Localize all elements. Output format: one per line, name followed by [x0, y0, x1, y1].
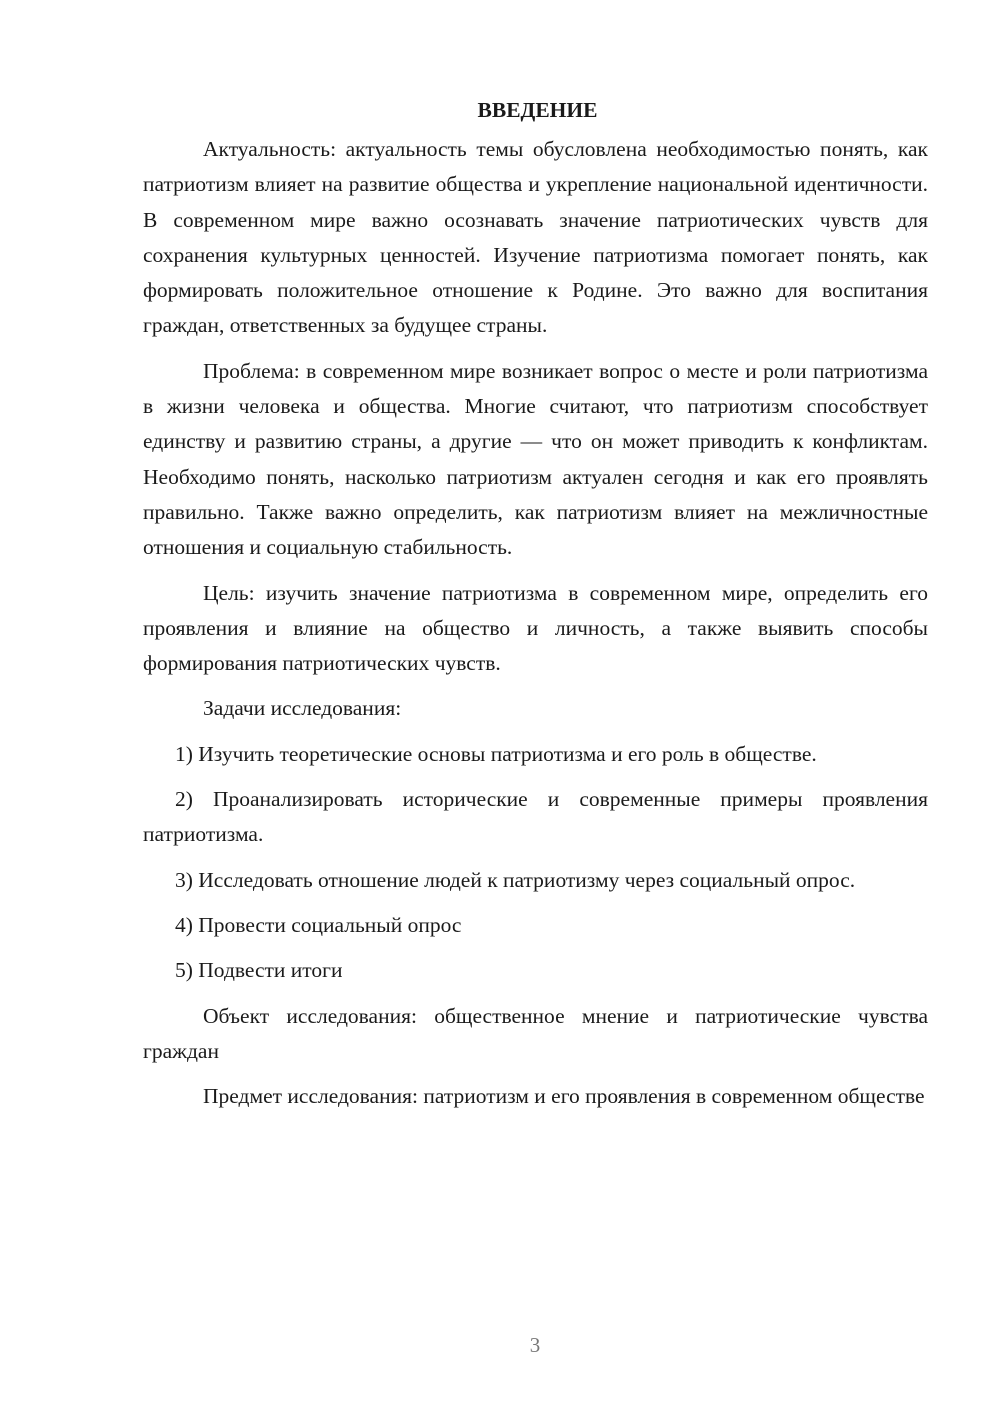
subject-paragraph: Предмет исследования: патриотизм и его проявления в современном обществе [203, 1084, 925, 1109]
problem-paragraph: Проблема: в современном мире возникает вопрос о месте и роли патриотизма в жизни человека и общества. Многие считают, что патриотизм способствует единству и развитию страны, а другие — что он может приводить к конфликтам. Необходимо понять, насколько патриотизм актуален сегодня и как его проявлять правильно. Также важно определить, как патриотизм влияет на межличностные отношения и социальную стабильность. [143, 358, 928, 560]
task-item-2: 2) Проанализировать исторические и современные примеры проявления патриотизма. [143, 787, 928, 847]
relevance-paragraph: Актуальность: актуальность темы обусловлена необходимостью понять, как патриотизм влияет на развитие общества и укрепление национальной идентичности. В современном мире важно осознавать значение патриотических чувств для сохранения культурных ценностей. Изучение патриотизма помогает понять, как формировать положительное отношение к Родине. Это важно для воспитания граждан, ответственных за будущее страны. [143, 137, 928, 338]
page-number: 3 [529, 1333, 541, 1357]
task-item-1: 1) Изучить теоретические основы патриотизма и его роль в обществе. [175, 741, 817, 766]
object-paragraph: Объект исследования: общественное мнение и патриотические чувства граждан [143, 1003, 928, 1063]
task-item-4: 4) Провести социальный опрос [175, 912, 462, 937]
section-heading: ВВЕДЕНИЕ [477, 98, 598, 122]
goal-paragraph: Цель: изучить значение патриотизма в современном мире, определить его проявления и влияние на общество и личность, а также выявить способы формирования патриотических чувств. [143, 580, 928, 676]
task-item-3: 3) Исследовать отношение людей к патриотизму через социальный опрос. [175, 867, 856, 892]
page-content [143, 92, 928, 1124]
tasks-title: Задачи исследования: [203, 696, 402, 721]
task-item-5: 5) Подвести итоги [175, 958, 343, 983]
